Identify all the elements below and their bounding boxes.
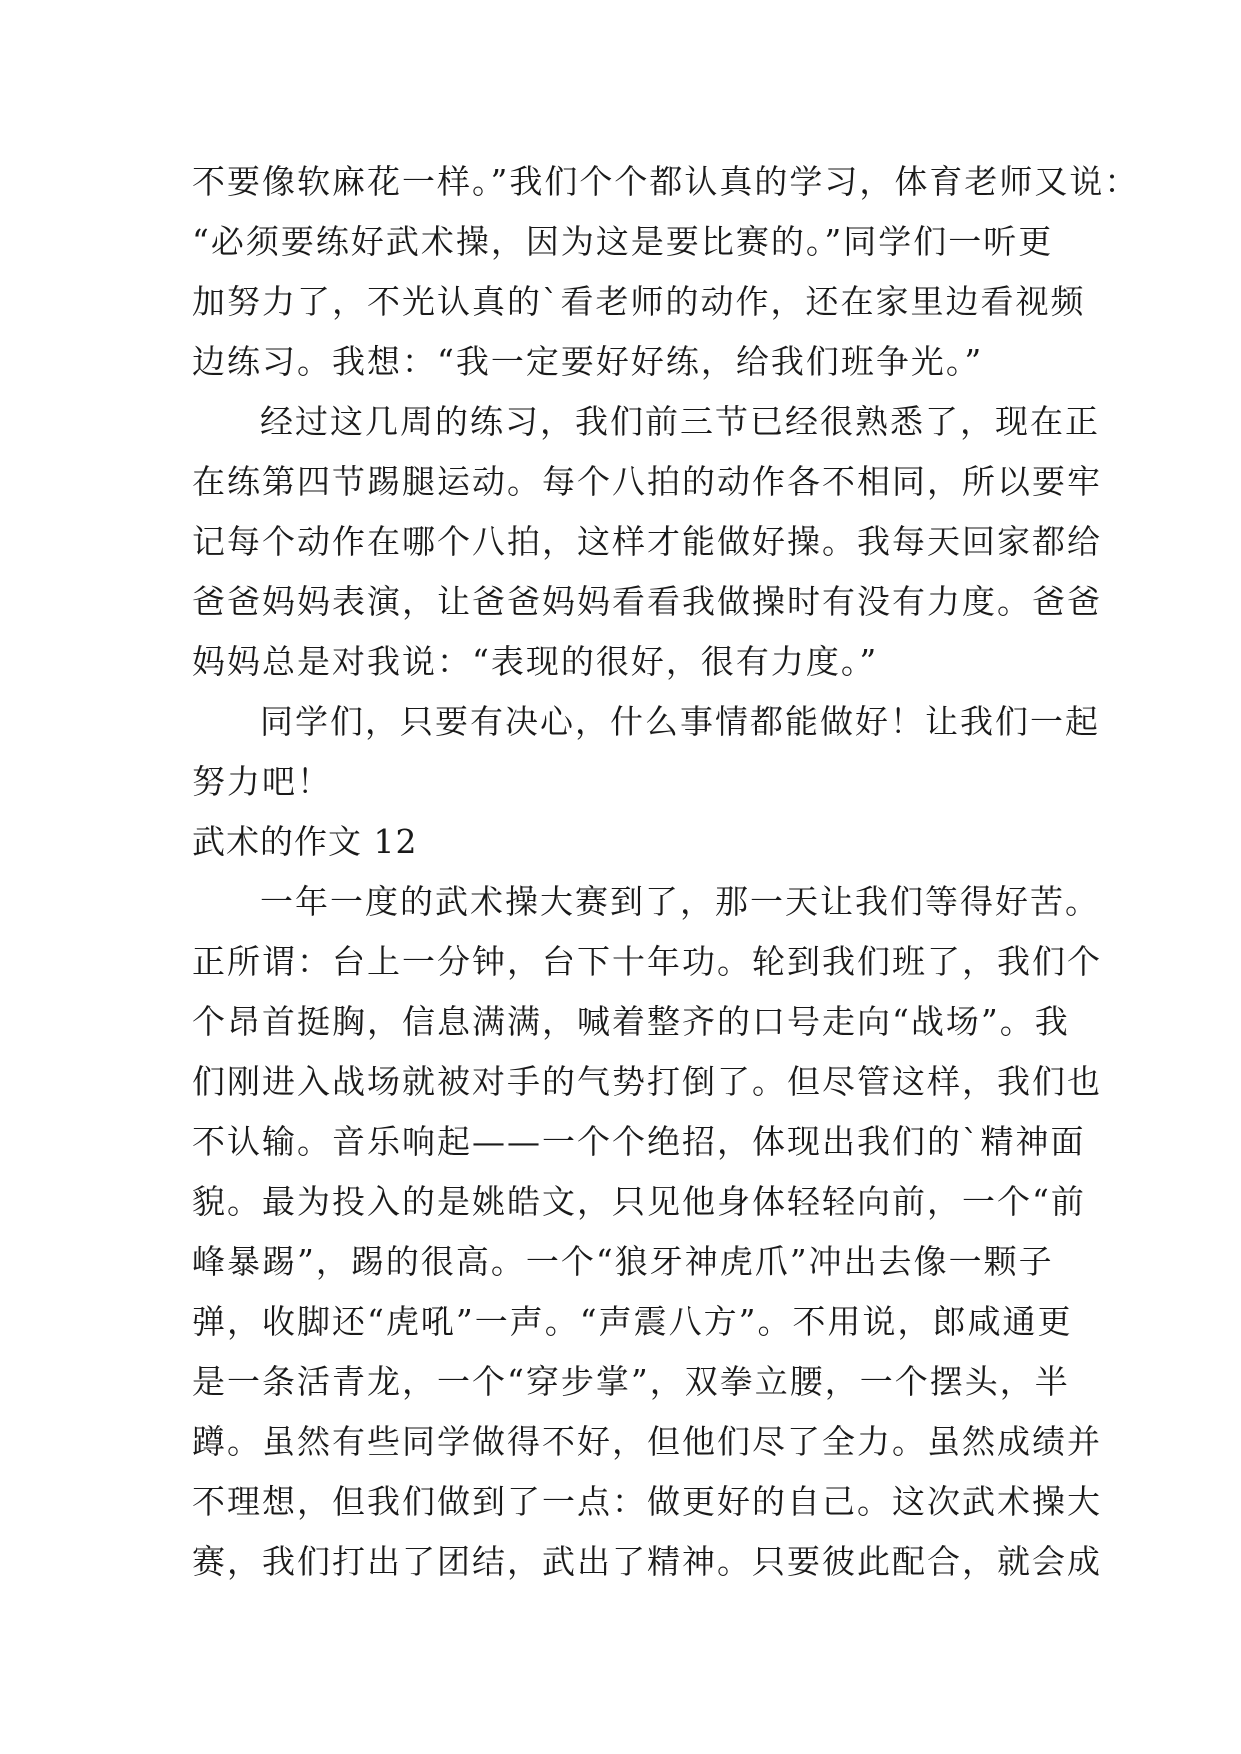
- section-heading: 武术的作文 12: [192, 822, 418, 861]
- text-line: 不理想，但我们做到了一点：做更好的自己。这次武术操大: [192, 1482, 1102, 1521]
- text-line: 赛，我们打出了团结，武出了精神。只要彼此配合，就会成: [192, 1542, 1102, 1581]
- text-line: 个昂首挺胸，信息满满，喊着整齐的口号走向“战场”。我: [192, 1002, 1070, 1041]
- paragraph-first-line: 一年一度的武术操大赛到了，那一天让我们等得好苦。: [260, 882, 1100, 921]
- text-line: 们刚进入战场就被对手的气势打倒了。但尽管这样，我们也: [192, 1062, 1102, 1101]
- text-line: 加努力了，不光认真的`看老师的动作，还在家里边看视频: [192, 282, 1086, 321]
- text-line: 是一条活青龙，一个“穿步掌”，双拳立腰，一个摆头，半: [192, 1362, 1070, 1401]
- text-line: 弹，收脚还“虎吼”一声。“声震八方”。不用说，郎咸通更: [192, 1302, 1073, 1341]
- text-line: 记每个动作在哪个八拍，这样才能做好操。我每天回家都给: [192, 522, 1102, 561]
- text-line: 不认输。音乐响起——一个个绝招，体现出我们的`精神面: [192, 1122, 1086, 1161]
- paragraph-first-line: 同学们，只要有决心，什么事情都能做好！让我们一起: [260, 702, 1100, 741]
- text-line: 不要像软麻花一样。”我们个个都认真的学习，体育老师又说：: [192, 162, 1140, 201]
- paragraph-first-line: 经过这几周的练习，我们前三节已经很熟悉了，现在正: [260, 402, 1100, 441]
- document-page: [192, 152, 1140, 1592]
- text-line: 蹲。虽然有些同学做得不好，但他们尽了全力。虽然成绩并: [192, 1422, 1102, 1461]
- text-line: 正所谓：台上一分钟，台下十年功。轮到我们班了，我们个: [192, 942, 1102, 981]
- text-line: 努力吧！: [192, 762, 332, 801]
- text-line: 峰暴踢”，踢的很高。一个“狼牙神虎爪”冲出去像一颗子: [192, 1242, 1054, 1281]
- text-line: 边练习。我想：“我一定要好好练，给我们班争光。”: [192, 342, 984, 381]
- text-line: “必须要练好武术操，因为这是要比赛的。”同学们一听更: [192, 222, 1054, 261]
- text-line: 在练第四节踢腿运动。每个八拍的动作各不相同，所以要牢: [192, 462, 1102, 501]
- text-line: 爸爸妈妈表演，让爸爸妈妈看看我做操时有没有力度。爸爸: [192, 582, 1102, 621]
- text-line: 妈妈总是对我说：“表现的很好，很有力度。”: [192, 642, 879, 681]
- text-line: 貌。最为投入的是姚皓文，只见他身体轻轻向前，一个“前: [192, 1182, 1086, 1221]
